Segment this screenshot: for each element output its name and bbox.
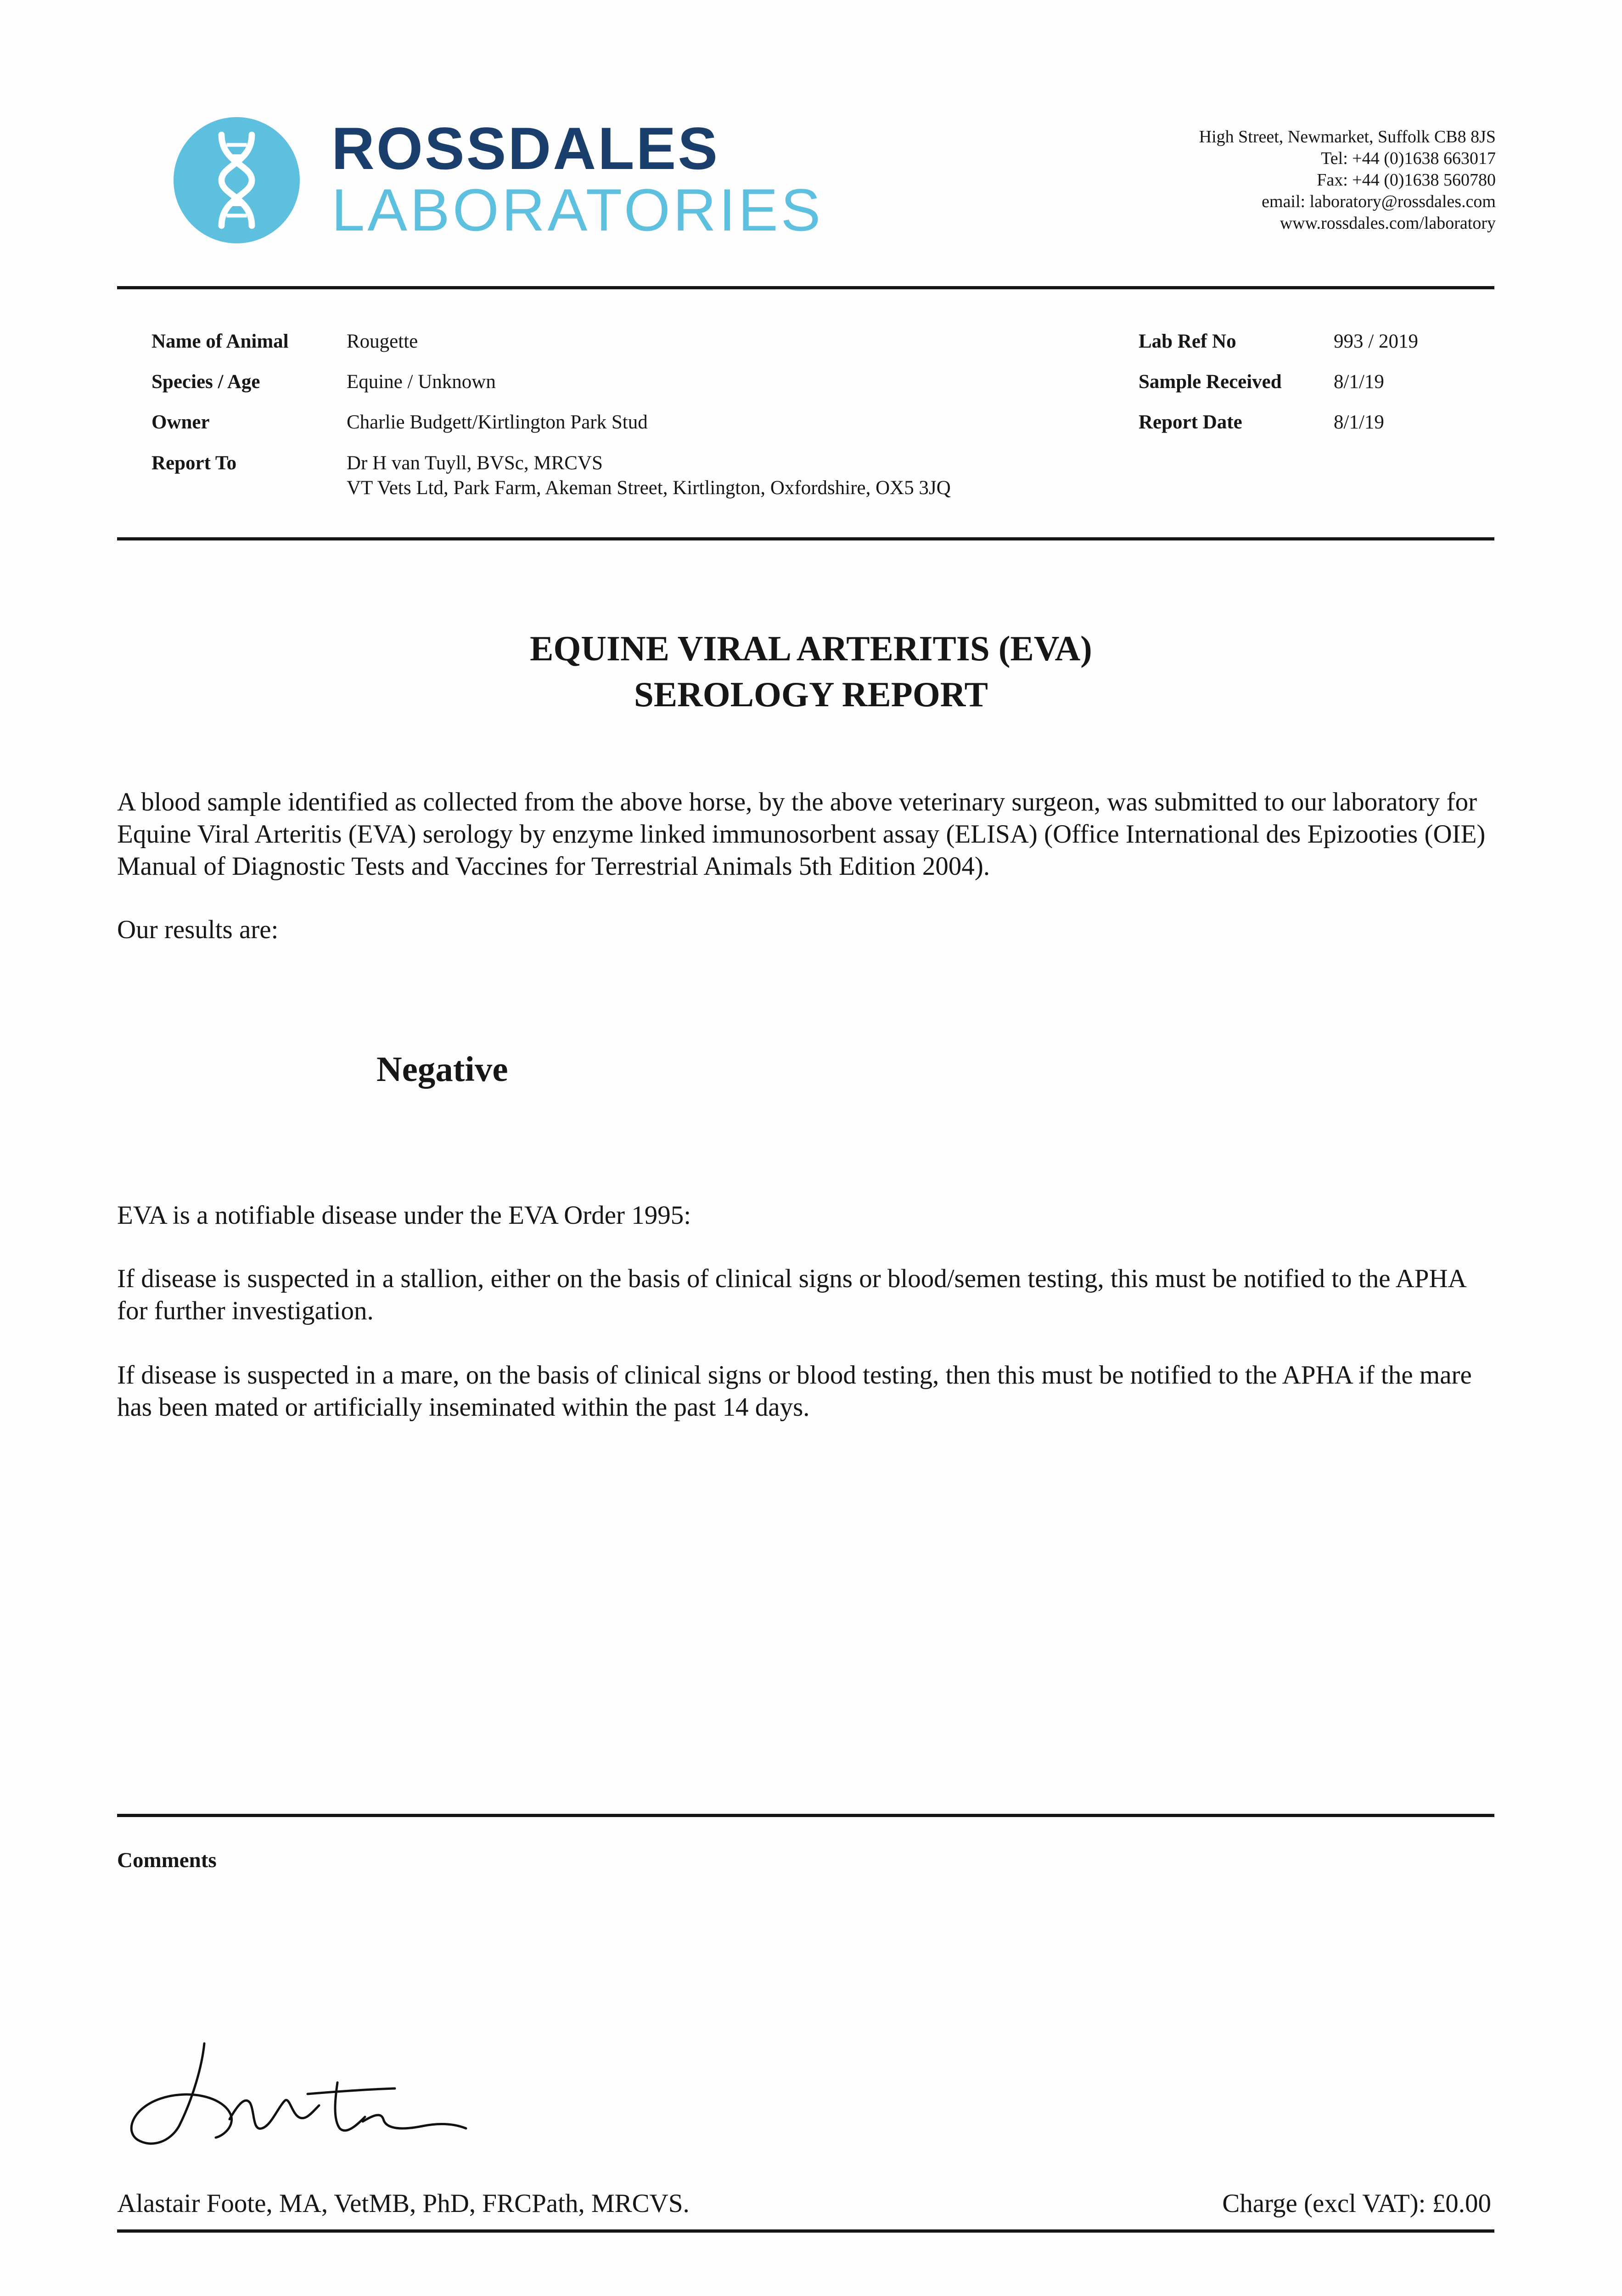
- report-date-label: Report Date: [1139, 411, 1242, 433]
- comments-label: Comments: [117, 1848, 217, 1872]
- address-fax: Fax: +44 (0)1638 560780: [1317, 170, 1496, 190]
- owner-value: Charlie Budgett/Kirtlington Park Stud: [347, 411, 648, 433]
- owner-label: Owner: [152, 411, 210, 433]
- notifiable-paragraph: EVA is a notifiable disease under the EVA Order 1995:: [117, 1201, 691, 1230]
- report-title-line2: SEROLOGY REPORT: [634, 675, 988, 714]
- dna-helix-icon: [174, 117, 300, 243]
- logo-wordmark-bottom: LABORATORIES: [331, 176, 824, 243]
- mare-paragraph: If disease is suspected in a mare, on the basis of clinical signs or blood testing, then this must be notified to the APHA if the mare has been mated or artificially inseminated within the past 14 days.: [117, 1361, 1472, 1422]
- address-tel: Tel: +44 (0)1638 663017: [1321, 149, 1496, 168]
- lab-ref-value: 993 / 2019: [1334, 331, 1418, 352]
- footer-divider: [117, 2229, 1494, 2233]
- info-divider: [117, 537, 1494, 540]
- logo-wordmark-top: ROSSDALES: [331, 115, 720, 182]
- result-value: Negative: [376, 1049, 508, 1089]
- report-to-line1: Dr H van Tuyll, BVSc, MRCVS: [347, 452, 603, 474]
- species-value: Equine / Unknown: [347, 371, 496, 393]
- handwritten-signature: [124, 2039, 473, 2158]
- report-to-label: Report To: [152, 452, 237, 474]
- intro-paragraph: A blood sample identified as collected from the above horse, by the above veterinary surgeon, was submitted to our laboratory for Equine Viral Arteritis (EVA) serology by enzyme linked immunosorbent assay (ELISA) (Office International des Epizooties (OIE) Manual of Diagnostic Tests and Vaccines for Terrestrial Animals 5th Edition 2004).: [117, 788, 1486, 881]
- sample-received-value: 8/1/19: [1334, 371, 1384, 393]
- report-title: [0, 625, 1622, 717]
- name-label: Name of Animal: [152, 331, 289, 352]
- address-web: www.rossdales.com/laboratory: [1280, 214, 1496, 233]
- signatory-name: Alastair Foote, MA, VetMB, PhD, FRCPath, MRCVS.: [117, 2189, 690, 2218]
- lab-address: [1037, 126, 1496, 234]
- species-label: Species / Age: [152, 371, 260, 393]
- results-intro: Our results are:: [117, 915, 279, 944]
- stallion-paragraph: If disease is suspected in a stallion, either on the basis of clinical signs or blood/semen testing, this must be notified to the APHA for further investigation.: [117, 1264, 1465, 1325]
- address-email: email: laboratory@rossdales.com: [1262, 192, 1496, 211]
- comments-divider: [117, 1814, 1494, 1817]
- sample-received-label: Sample Received: [1139, 371, 1282, 393]
- header-divider: [117, 286, 1494, 289]
- report-date-value: 8/1/19: [1334, 411, 1384, 433]
- charge-amount: Charge (excl VAT): £0.00: [1222, 2189, 1491, 2218]
- name-value: Rougette: [347, 331, 418, 352]
- lab-ref-label: Lab Ref No: [1139, 331, 1236, 352]
- report-title-line1: EQUINE VIRAL ARTERITIS (EVA): [530, 629, 1092, 668]
- address-street: High Street, Newmarket, Suffolk CB8 8JS: [1199, 127, 1496, 146]
- report-to-line2: VT Vets Ltd, Park Farm, Akeman Street, Kirtlington, Oxfordshire, OX5 3JQ: [347, 477, 951, 499]
